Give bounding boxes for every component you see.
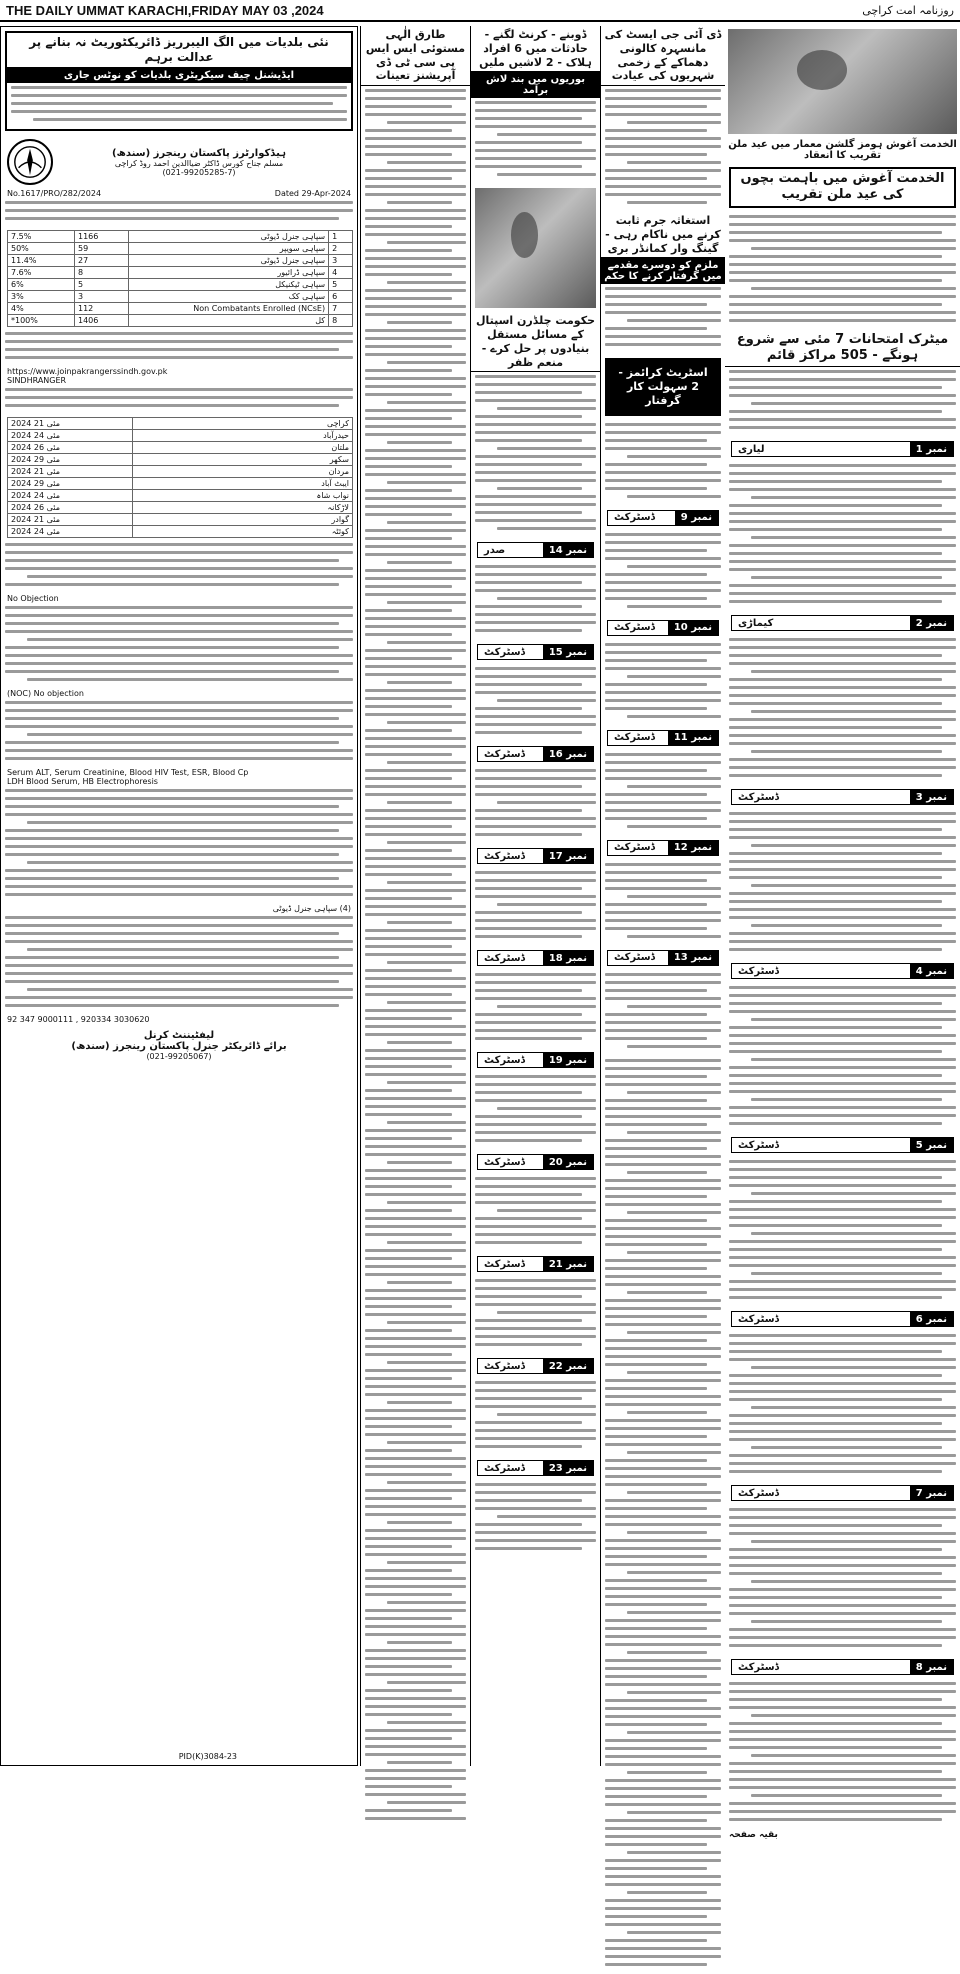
- ward-body: [471, 1276, 600, 1354]
- medical-tests-2: LDH Blood Serum, HB Electrophoresis: [7, 777, 158, 786]
- ward-number: نمبر 1: [910, 442, 953, 456]
- dig-body: [601, 86, 725, 212]
- ward-body: [471, 562, 600, 640]
- column-tariq: [360, 26, 470, 1766]
- center-row: [8, 454, 353, 466]
- ward-number: نمبر 19: [543, 1053, 593, 1067]
- post-row: [8, 291, 353, 303]
- ward-area: صدر: [484, 544, 506, 556]
- ward-heading: [607, 730, 719, 746]
- ward-heading: [607, 510, 719, 526]
- ward-number: نمبر 7: [910, 1486, 953, 1500]
- center-row: [8, 502, 353, 514]
- center-row: [8, 478, 353, 490]
- signatory-office: برائے ڈائریکٹر جنرل پاکستان رینجرز (سندھ): [71, 1041, 287, 1052]
- ad-refline: [1, 189, 357, 198]
- ward-body: [471, 1174, 600, 1252]
- ward-heading: [607, 840, 719, 856]
- post-sr: 8: [329, 315, 353, 327]
- court-body: [7, 83, 351, 129]
- post-count: 112: [74, 303, 128, 315]
- ward-body: [725, 1505, 960, 1655]
- center-city: لاڑکانہ: [133, 502, 353, 514]
- signature-block: [1, 1030, 357, 1061]
- ward-body: [725, 983, 960, 1133]
- ad-instructions-6: [1, 786, 357, 904]
- center-date: 2024 مئی 29: [8, 478, 133, 490]
- ward-heading: [477, 644, 594, 660]
- ward-number: نمبر 14: [543, 543, 593, 557]
- ward-area: ڈسٹرکٹ: [484, 1156, 525, 1168]
- dig-ward-body: [601, 1056, 725, 1974]
- post-name: سپاہی جنرل ڈیوٹی: [129, 231, 329, 243]
- ward-area: ڈسٹرکٹ: [484, 1258, 525, 1270]
- ward-body: [725, 635, 960, 785]
- ward-number: نمبر 8: [910, 1660, 953, 1674]
- post-sr: 1: [329, 231, 353, 243]
- ad-header: [1, 135, 357, 189]
- ward-number: نمبر 11: [668, 731, 718, 745]
- center-row: [8, 418, 353, 430]
- post-pct: 4%: [8, 303, 75, 315]
- ward-body: [725, 1679, 960, 1829]
- masthead-urdu: روزنامہ امت کراچی: [862, 3, 954, 17]
- ref-date: Dated 29-Apr-2024: [274, 189, 351, 198]
- ward-number: نمبر 10: [668, 621, 718, 635]
- ward-area: ڈسٹرکٹ: [738, 1661, 779, 1673]
- center-row: [8, 490, 353, 502]
- center-date: 2024 مئی 26: [8, 442, 133, 454]
- ward-body: [471, 868, 600, 946]
- post-count: 8: [74, 267, 128, 279]
- hospital-body: [471, 372, 600, 538]
- metric-body: [725, 367, 960, 437]
- ward-body: [471, 1072, 600, 1150]
- ward-number: نمبر 9: [675, 511, 718, 525]
- ward-area: لیاری: [738, 443, 765, 455]
- post-row: [8, 315, 353, 327]
- center-row: [8, 514, 353, 526]
- ward-number: نمبر 23: [543, 1461, 593, 1475]
- post-row: [8, 231, 353, 243]
- ward-list-right: [725, 441, 960, 1829]
- signatory-phone: (021-99205067): [146, 1052, 212, 1061]
- metric-headline: میٹرک امتحانات 7 مئی سے شروع ہونگے - 505 مراکز قائم: [725, 330, 960, 368]
- ward-body: [601, 860, 725, 946]
- rangers-recruitment-ad: [0, 26, 358, 1766]
- post-row: [8, 303, 353, 315]
- continued-label: بقیہ صفحہ: [729, 1830, 778, 1840]
- center-city: گوادر: [133, 514, 353, 526]
- ward-number: نمبر 3: [910, 790, 953, 804]
- column-middle: [470, 26, 600, 1766]
- court-headline: نئی بلدیات میں الگ الیبرریز ڈائریکٹوریٹ نہ بنانے پر عدالت برہم: [7, 33, 351, 68]
- ward-number: نمبر 21: [543, 1257, 593, 1271]
- ward-area: ڈسٹرکٹ: [484, 646, 525, 658]
- org-phone: (021-99205285-7): [162, 167, 236, 177]
- ward-area: ڈسٹرکٹ: [614, 622, 655, 633]
- ward-list-middle: [471, 542, 600, 1558]
- ward-heading: [731, 789, 954, 805]
- ward-heading: [731, 1311, 954, 1327]
- ward-body: [471, 1480, 600, 1558]
- ward-number: نمبر 5: [910, 1138, 953, 1152]
- rangers-emblem-icon: [7, 139, 53, 185]
- org-address: مسلم جناح کورس ڈاکٹر ضیاالدین احمد روڈ کراچی: [114, 158, 284, 168]
- ward-heading: [477, 746, 594, 762]
- ward-number: نمبر 20: [543, 1155, 593, 1169]
- ref-number: No.1617/PRO/282/2024: [7, 189, 102, 198]
- post-name: سپاہی سویپر: [129, 243, 329, 255]
- ward-number: نمبر 12: [668, 841, 718, 855]
- center-city: ملتان: [133, 442, 353, 454]
- center-date: 2024 مئی 21: [8, 514, 133, 526]
- ward-heading: [731, 441, 954, 457]
- ad-intro-text: [1, 198, 357, 228]
- ward-area: ڈسٹرکٹ: [484, 1360, 525, 1372]
- center-date: 2024 مئی 21: [8, 466, 133, 478]
- ward-body: [725, 1157, 960, 1307]
- accidents-body: [471, 98, 600, 184]
- post-row: [8, 255, 353, 267]
- masthead: [0, 0, 960, 22]
- center-row: [8, 466, 353, 478]
- column-dig: [600, 26, 725, 1766]
- tariq-headline: طارق الٰہی مستوئی ایس ایس پی سی ٹی ڈی آپریشنز تعینات: [361, 26, 470, 86]
- ward-number: نمبر 6: [910, 1312, 953, 1326]
- tariq-body: [361, 86, 470, 1828]
- post-count: 1166: [74, 231, 128, 243]
- post-sr: 3: [329, 255, 353, 267]
- ward-number: نمبر 17: [543, 849, 593, 863]
- post-count: 5: [74, 279, 128, 291]
- center-date: 2024 مئی 24: [8, 526, 133, 538]
- gangwar-headline: استغاثہ جرم ثابت کرنے میں ناکام رہی - گینگ وار کمانڈر بری: [601, 212, 725, 258]
- ward-body: [601, 970, 725, 1056]
- ward-heading: [731, 1659, 954, 1675]
- post-pct: 3%: [8, 291, 75, 303]
- ad-website[interactable]: https://www.joinpakrangerssindh.gov.pk: [7, 367, 168, 376]
- ward-heading: [731, 1485, 954, 1501]
- post-pct: 50%: [8, 243, 75, 255]
- post-pct: 6%: [8, 279, 75, 291]
- center-city: ایبٹ آباد: [133, 478, 353, 490]
- ward-area: ڈسٹرکٹ: [484, 850, 525, 862]
- ward-heading: [607, 620, 719, 636]
- post-sr: 6: [329, 291, 353, 303]
- post-pct: *100%: [8, 315, 75, 327]
- ward-area: ڈسٹرکٹ: [738, 1313, 779, 1325]
- center-city: حیدرآباد: [133, 430, 353, 442]
- ward-area: ڈسٹرکٹ: [484, 748, 525, 760]
- hospital-photo: [475, 188, 596, 308]
- column-right: [725, 26, 960, 1840]
- medical-tests: Serum ALT, Serum Creatinine, Blood HIV Test, ESR, Blood Cp: [7, 768, 249, 777]
- ward-heading: [477, 848, 594, 864]
- ad-instructions-2: [1, 385, 357, 415]
- post-sr: 7: [329, 303, 353, 315]
- post-name: Non Combatants Enrolled (NCsE): [129, 303, 329, 315]
- ward-body: [725, 809, 960, 959]
- center-date: 2024 مئی 21: [8, 418, 133, 430]
- ward-heading: [477, 1460, 594, 1476]
- ward-heading: [477, 950, 594, 966]
- gangwar-body: [601, 284, 725, 354]
- ward-area: ڈسٹرکٹ: [484, 1462, 525, 1474]
- post-count: 27: [74, 255, 128, 267]
- post-name: کل: [129, 315, 329, 327]
- center-date: 2024 مئی 26: [8, 502, 133, 514]
- ward-heading: [477, 1154, 594, 1170]
- post-pct: 7.6%: [8, 267, 75, 279]
- dig-headline: ڈی آئی جی ایسٹ کی مانسہرہ کالونی دھماکے کے زخمی شہریوں کی عیادت: [601, 26, 725, 86]
- ward-body: [601, 750, 725, 836]
- ward-body: [601, 530, 725, 616]
- ward-area: ڈسٹرکٹ: [738, 791, 779, 803]
- ad-instructions-3: [1, 540, 357, 594]
- ward-body: [725, 1331, 960, 1481]
- center-row: [8, 442, 353, 454]
- ward-body: [471, 970, 600, 1048]
- ward-heading: [607, 950, 719, 966]
- alkhidmat-body: [725, 212, 960, 330]
- ward-heading: [477, 542, 594, 558]
- signatory-title: لیفٹیننٹ کرنل: [143, 1030, 215, 1041]
- ward-number: نمبر 15: [543, 645, 593, 659]
- post-count: 59: [74, 243, 128, 255]
- ward-number: نمبر 16: [543, 747, 593, 761]
- pid-number: PID(K)3084-23: [178, 1752, 237, 1761]
- ward-area: ڈسٹرکٹ: [614, 512, 655, 523]
- ad-instructions-5: [1, 698, 357, 768]
- post-name: سپاہی ڈرائیور: [129, 267, 329, 279]
- ad-sms-code: SINDHRANGER: [7, 376, 67, 385]
- contact-phones: 92 347 9000111 , 920334 3030620: [7, 1015, 150, 1024]
- ad-instructions-1: [1, 329, 357, 367]
- noc-label: No Objection: [7, 594, 59, 603]
- ward-number: نمبر 22: [543, 1359, 593, 1373]
- ad-instructions-7: [1, 913, 357, 1015]
- center-city: مردان: [133, 466, 353, 478]
- hospital-headline: حکومت چلڈرن اسپتال کے مسائل مستقل بنیادوں پر حل کرے - منعم ظفر: [471, 312, 600, 372]
- noc2-label: (NOC) No objection: [7, 689, 84, 698]
- center-date: 2024 مئی 29: [8, 454, 133, 466]
- ward-area: ڈسٹرکٹ: [738, 1139, 779, 1151]
- court-news-box: [5, 31, 353, 131]
- ward-area: ڈسٹرکٹ: [614, 952, 655, 963]
- post-sr: 2: [329, 243, 353, 255]
- ward-heading: [477, 1256, 594, 1272]
- masthead-title: THE DAILY UMMAT KARACHI,FRIDAY MAY 03 ,2024: [6, 2, 324, 18]
- post-name: سپاہی جنرل ڈیوٹی: [129, 255, 329, 267]
- contacts-label: (4) سپاہی جنرل ڈیوٹی: [272, 904, 351, 913]
- post-count: 1406: [74, 315, 128, 327]
- ward-heading: [477, 1358, 594, 1374]
- org-name: ہیڈکوارٹرز پاکستان رینجرز (سندھ): [111, 147, 287, 159]
- ward-area: کیماڑی: [738, 617, 774, 629]
- post-sr: 5: [329, 279, 353, 291]
- ward-list-dig: [601, 510, 725, 1056]
- court-strap: ایڈیشنل چیف سیکریٹری بلدیات کو نوٹس جاری: [7, 68, 351, 83]
- center-city: نواب شاہ: [133, 490, 353, 502]
- accidents-strap: بوریوں میں بند لاش برآمد: [471, 72, 600, 98]
- ward-number: نمبر 13: [668, 951, 718, 965]
- ward-heading: [477, 1052, 594, 1068]
- center-city: کوئٹہ: [133, 526, 353, 538]
- ward-number: نمبر 4: [910, 964, 953, 978]
- ward-body: [471, 766, 600, 844]
- street-crime-box: [605, 358, 721, 415]
- photo-caption: الخدمت آغوش ہومز گلشن معمار میں عید ملن تقریب کا انعقاد: [728, 139, 957, 161]
- ward-heading: [731, 615, 954, 631]
- ward-area: ڈسٹرکٹ: [738, 965, 779, 977]
- alkhidmat-box: [729, 167, 956, 208]
- post-row: [8, 267, 353, 279]
- center-city: کراچی: [133, 418, 353, 430]
- ward-area: ڈسٹرکٹ: [484, 1054, 525, 1066]
- post-count: 3: [74, 291, 128, 303]
- post-row: [8, 279, 353, 291]
- alkhidmat-photo: [728, 29, 957, 134]
- ward-body: [471, 1378, 600, 1456]
- center-row: [8, 526, 353, 538]
- street-crime-body: [601, 420, 725, 506]
- ward-area: ڈسٹرکٹ: [614, 732, 655, 743]
- post-pct: 7.5%: [8, 231, 75, 243]
- gangwar-strap: ملزم کو دوسرے مقدمے میں گرفتار کرنے کا حکم: [601, 258, 725, 284]
- ward-heading: [731, 1137, 954, 1153]
- center-city: سکھر: [133, 454, 353, 466]
- center-date: 2024 مئی 24: [8, 430, 133, 442]
- ward-heading: [731, 963, 954, 979]
- post-name: سپاہی ٹیکنیکل: [129, 279, 329, 291]
- post-row: [8, 243, 353, 255]
- test-centers-table: [7, 417, 353, 538]
- ward-area: ڈسٹرکٹ: [484, 952, 525, 964]
- ward-body: [471, 664, 600, 742]
- post-pct: 11.4%: [8, 255, 75, 267]
- alkhidmat-headline: الخدمت آغوش میں باہمت بچوں کی عید ملن تقریب: [740, 171, 945, 203]
- street-crime-headline: اسٹریٹ کرائمز - 2 سہولت کار گرفتار: [611, 364, 715, 409]
- ward-body: [725, 461, 960, 611]
- post-sr: 4: [329, 267, 353, 279]
- ward-area: ڈسٹرکٹ: [738, 1487, 779, 1499]
- post-name: سپاہی کک: [129, 291, 329, 303]
- accidents-headline: ڈوبنے - کرنٹ لگنے - حادثات میں 6 افراد ہلاک - 2 لاشیں ملیں: [471, 26, 600, 72]
- center-date: 2024 مئی 24: [8, 490, 133, 502]
- ad-instructions-4: [1, 603, 357, 689]
- ward-number: نمبر 18: [543, 951, 593, 965]
- posts-table: [7, 230, 353, 327]
- center-row: [8, 430, 353, 442]
- ward-number: نمبر 2: [910, 616, 953, 630]
- ward-area: ڈسٹرکٹ: [614, 842, 655, 853]
- ward-body: [601, 640, 725, 726]
